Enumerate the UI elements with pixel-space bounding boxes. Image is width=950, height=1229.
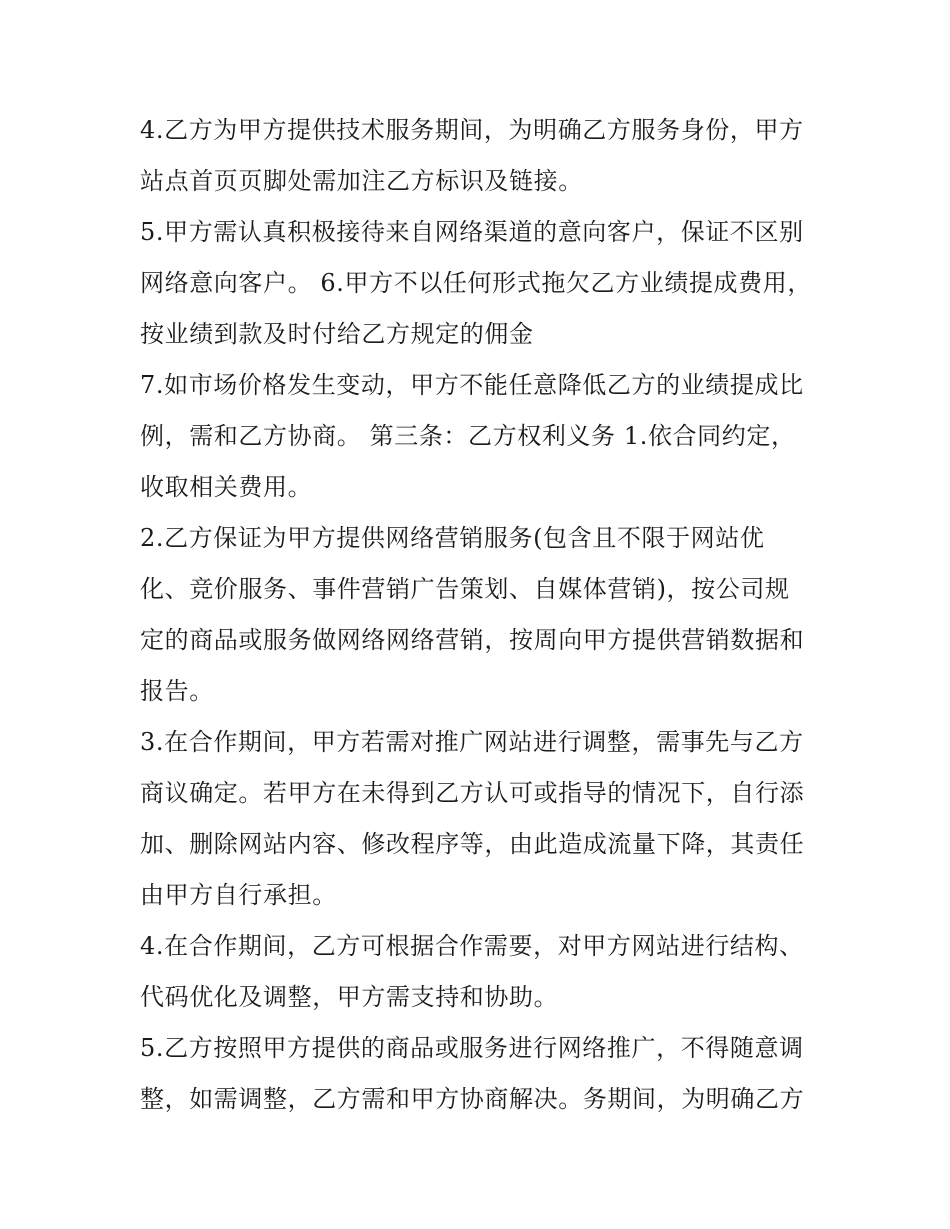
text-line: 5.乙方按照甲方提供的商品或服务进行网络推广，不得随意调: [140, 1034, 804, 1062]
text-line: 代码优化及调整，甲方需支持和协助。: [140, 983, 559, 1011]
text-line: 化、竞价服务、事件营销广告策划、自媒体营销)，按公司规: [140, 575, 790, 603]
text-line: 网络意向客户。 6.甲方不以任何形式拖欠乙方业绩提成费用，: [140, 269, 812, 297]
text-line: 4.乙方为甲方提供技术服务期间，为明确乙方服务身份，甲方: [140, 116, 804, 144]
text-line: 3.在合作期间，甲方若需对推广网站进行调整，需事先与乙方: [140, 728, 804, 756]
text-line: 2.乙方保证为甲方提供网络营销服务(包含且不限于网站优: [140, 524, 765, 552]
text-line: 按业绩到款及时付给乙方规定的佣金: [140, 320, 534, 348]
text-line: 站点首页页脚处需加注乙方标识及链接。: [140, 167, 583, 195]
text-line: 整，如需调整，乙方需和甲方协商解决。务期间，为明确乙方: [140, 1085, 805, 1113]
text-line: 7.如市场价格发生变动，甲方不能任意降低乙方的业绩提成比: [140, 371, 804, 399]
text-line: 加、删除网站内容、修改程序等，由此造成流量下降，其责任: [140, 830, 805, 858]
text-line: 例，需和乙方协商。 第三条：乙方权利义务 1.依合同约定，: [140, 422, 796, 450]
text-line: 商议确定。若甲方在未得到乙方认可或指导的情况下，自行添: [140, 779, 805, 807]
text-line: 5.甲方需认真积极接待来自网络渠道的意向客户，保证不区别: [140, 218, 804, 246]
text-line: 收取相关费用。: [140, 473, 313, 501]
text-line: 报告。: [140, 677, 214, 705]
text-line: 4.在合作期间，乙方可根据合作需要，对甲方网站进行结构、: [140, 932, 804, 960]
text-line: 定的商品或服务做网络网络营销，按周向甲方提供营销数据和: [140, 626, 805, 654]
document-body: [140, 105, 820, 1125]
text-line: 由甲方自行承担。: [140, 881, 337, 909]
